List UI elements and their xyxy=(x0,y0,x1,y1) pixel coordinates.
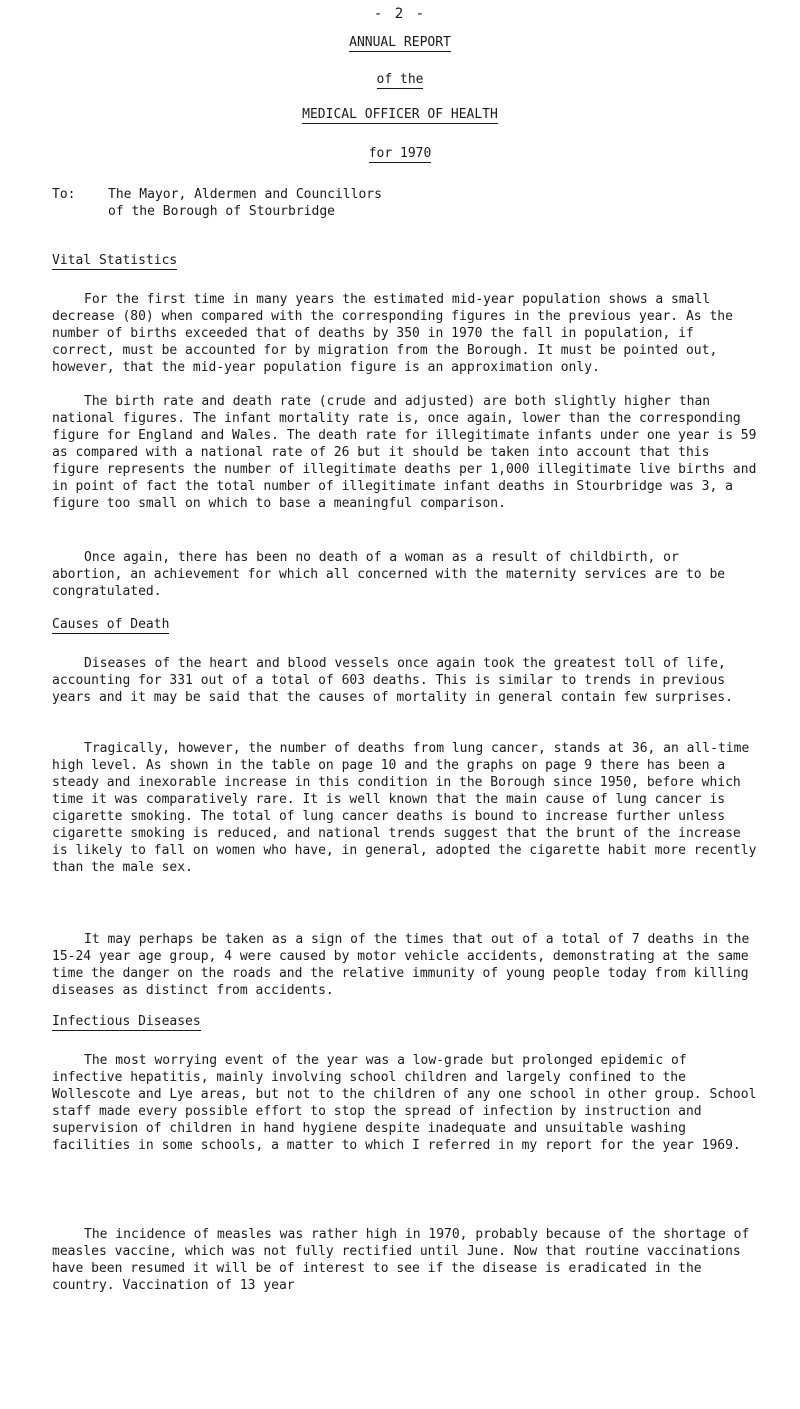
addressee-line-1: The Mayor, Aldermen and Councillors xyxy=(108,187,382,202)
title-annual-report: ANNUAL REPORT xyxy=(349,35,451,50)
page-number: - 2 - xyxy=(373,6,427,22)
infectious-diseases-paragraph-1: The most worrying event of the year was a low-grade but prolonged epidemic of infective hepatitis, mainly involving school children and largely confined to the Wollescote and Lye areas, but not to the children of any one school in other group. School staff made every possible effort to stop the spread of infection by instruction and supervision of children in hand hygiene despite inadequate and unsuitable washing facilities in some schools, a matter to which I referred in my report for the year 1969. xyxy=(52,1053,757,1153)
title-of-the-row xyxy=(0,72,800,89)
vital-statistics-paragraph-3: Once again, there has been no death of a woman as a result of childbirth, or abortion, an achievement for which all concerned with the maternity services are to be congratulated. xyxy=(52,550,726,599)
heading-vital-statistics xyxy=(52,253,177,270)
title-medical-officer: MEDICAL OFFICER OF HEALTH xyxy=(302,107,498,122)
causes-of-death-paragraph-1: Diseases of the heart and blood vessels once again took the greatest toll of life, accounting for 331 out of a total of 603 deaths. This is similar to trends in previous years and it may be said that the causes of mortality in general contain few surprises. xyxy=(52,656,733,705)
title-moh-row xyxy=(0,107,800,124)
report-title xyxy=(0,35,800,52)
title-year-row xyxy=(0,146,800,163)
heading-causes-of-death-text: Causes of Death xyxy=(52,617,170,632)
title-of-the: of the xyxy=(376,72,424,87)
addressee-label: To: xyxy=(52,187,76,202)
causes-of-death-paragraph-3: It may perhaps be taken as a sign of the times that out of a total of 7 deaths in the 15-24 year age group, 4 were caused by motor vehicle accidents, demonstrating at the same time the danger on the roads and the relative immunity of young people today from killing diseases as distinct from accidents. xyxy=(52,932,750,998)
heading-infectious-diseases-text: Infectious Diseases xyxy=(52,1014,201,1029)
infectious-diseases-paragraph-2: The incidence of measles was rather high in 1970, probably because of the shortage of measles vaccine, which was not fully rectified until June. Now that routine vaccinations have been resumed it will be of interest to see if the disease is eradicated in the country. Vaccination of 13 year xyxy=(52,1227,750,1293)
heading-causes-of-death xyxy=(52,617,169,634)
heading-infectious-diseases xyxy=(52,1014,201,1031)
causes-of-death-paragraph-2: Tragically, however, the number of deaths from lung cancer, stands at 36, an all-time high level. As shown in the table on page 10 and the graphs on page 9 there has been a steady and inexorable increase in this condition in the Borough since 1950, before which time it was comparatively rare. It is well known that the main cause of lung cancer is cigarette smoking. The total of lung cancer deaths is bound to increase further unless cigarette smoking is reduced, and national trends suggest that the brunt of the increase is likely to fall on women who have, in general, adopted the cigarette habit more recently than the male sex. xyxy=(52,741,757,875)
vital-statistics-paragraph-2: The birth rate and death rate (crude and adjusted) are both slightly higher than national figures. The infant mortality rate is, once again, lower than the corresponding figure for England and Wales. The death rate for illegitimate infants under one year is 59 as compared with a national rate of 26 but it should be taken into account that this figure represents the number of illegitimate deaths per 1,000 illegitimate live births and in point of fact the total number of illegitimate infant deaths in Stourbridge was 3, a figure too small on which to base a meaningful comparison. xyxy=(52,394,757,511)
heading-vital-statistics-text: Vital Statistics xyxy=(52,253,178,268)
addressee-block xyxy=(52,186,382,220)
addressee-line-2: of the Borough of Stourbridge xyxy=(108,204,335,219)
vital-statistics-paragraph-1: For the first time in many years the estimated mid-year population shows a small decrease (80) when compared with the corresponding figures in the previous year. As the number of births exceeded that of deaths by 350 in 1970 the fall in population, if correct, must be accounted for by migration from the Borough. It must be pointed out, however, that the mid-year population figure is an approximation only. xyxy=(52,292,733,375)
title-year: for 1970 xyxy=(368,146,432,161)
